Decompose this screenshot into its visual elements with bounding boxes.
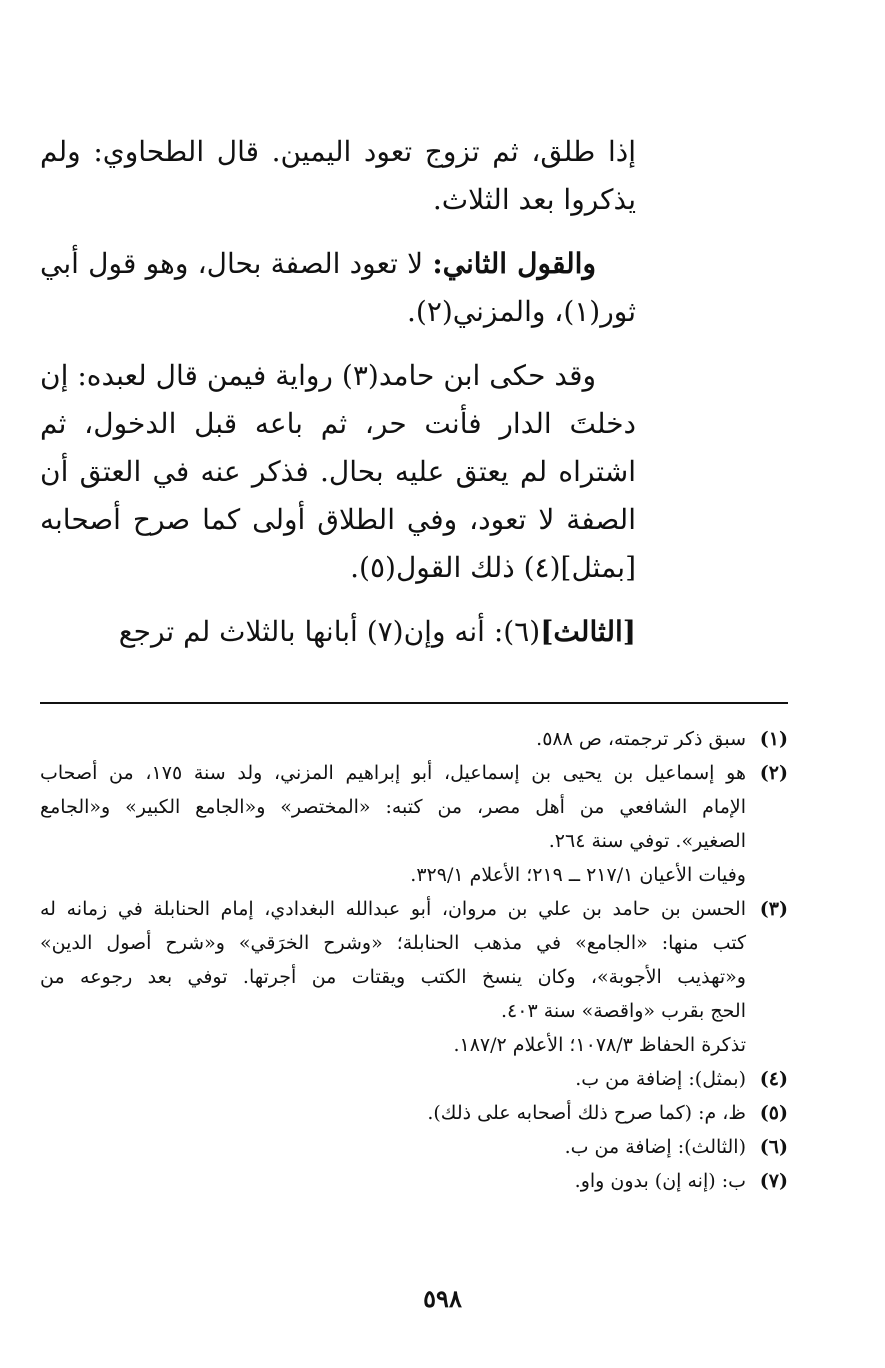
footnote-2 [40,756,788,892]
footnote-number: (٧) [759,1170,788,1192]
footnote-line: ب: (إنه إن) بدون واو. [574,1170,746,1192]
footnote-3 [40,892,788,1062]
footnote-line: (الثالث): إضافة من ب. [564,1136,746,1158]
footnote-4 [40,1062,788,1096]
footnote-number: (٥) [759,1102,788,1124]
footnote-number: (٢) [759,762,788,784]
paragraph-2-text: لا تعود الصفة بحال، وهو قول أبي ثور(١)، والمزني(٢). [40,247,636,328]
paragraph-4-text: (٦): أنه وإن(٧) أبانها بالثلاث لم ترجع [118,615,541,648]
paragraph-4-lead: [الثالث] [540,615,636,648]
footnote-number: (٣) [759,898,788,920]
footnote-line: سبق ذكر ترجمته، ص ٥٨٨. [536,728,746,750]
footnote-1 [40,722,788,756]
footnote-line: الإمام الشافعي من أهل مصر، من كتبه: «المختصر» و«الجامع الكبير» و«الجامع [40,796,746,818]
footnote-line: هو إسماعيل بن يحيى بن إسماعيل، أبو إبراهيم المزني، ولد سنة ١٧٥، من أصحاب [40,762,746,784]
footnote-line: ظ، م: (كما صرح ذلك أصحابه على ذلك). [427,1102,746,1124]
page-number: ٥٩٨ [423,1284,462,1313]
footnote-line: و«تهذيب الأجوبة»، وكان ينسخ الكتب ويقتات من أجرتها. توفي بعد رجوعه من [40,966,746,988]
footnote-line: (بمثل): إضافة من ب. [575,1068,746,1090]
paragraph-2 [40,240,636,336]
main-text [40,128,636,672]
footnote-5 [40,1096,788,1130]
paragraph-3: وقد حكى ابن حامد(٣) رواية فيمن قال لعبده: إن دخلتَ الدار فأنت حر، ثم باعه قبل الدخول، ثم اشتراه لم يعتق عليه بحال. فذكر عنه في العتق أن الصفة لا تعود، وفي الطلاق أولى كما صرح أصحابه [بمثل](٤) ذلك القول(٥). [40,359,636,584]
footnotes [40,722,788,1198]
footnote-number: (٦) [759,1136,788,1158]
footnote-line: الصغير». توفي سنة ٢٦٤. [548,830,746,852]
footnote-separator [40,702,788,704]
footnote-7 [40,1164,788,1198]
paragraph-1: إذا طلق، ثم تزوج تعود اليمين. قال الطحاوي: ولم يذكروا بعد الثلاث. [40,135,636,216]
paragraph-4 [40,608,636,656]
footnote-line: كتب منها: «الجامع» في مذهب الحنابلة؛ «وشرح الخرَقي» و«شرح أصول الدين» [40,932,746,954]
footnote-citation: وفيات الأعيان ٢١٧/١ ــ ٢١٩؛ الأعلام ٣٢٩/١. [410,864,746,886]
footnote-citation: تذكرة الحفاظ ١٠٧٨/٣؛ الأعلام ١٨٧/٢. [453,1034,746,1056]
footnote-number: (١) [759,728,788,750]
footnote-number: (٤) [759,1068,788,1090]
footnote-6 [40,1130,788,1164]
paragraph-2-lead: والقول الثاني: [432,247,596,280]
footnote-line: الحسن بن حامد بن علي بن مروان، أبو عبدالله البغدادي، إمام الحنابلة في زمانه له [40,898,746,920]
footnote-line: الحج بقرب «واقصة» سنة ٤٠٣. [501,1000,746,1022]
